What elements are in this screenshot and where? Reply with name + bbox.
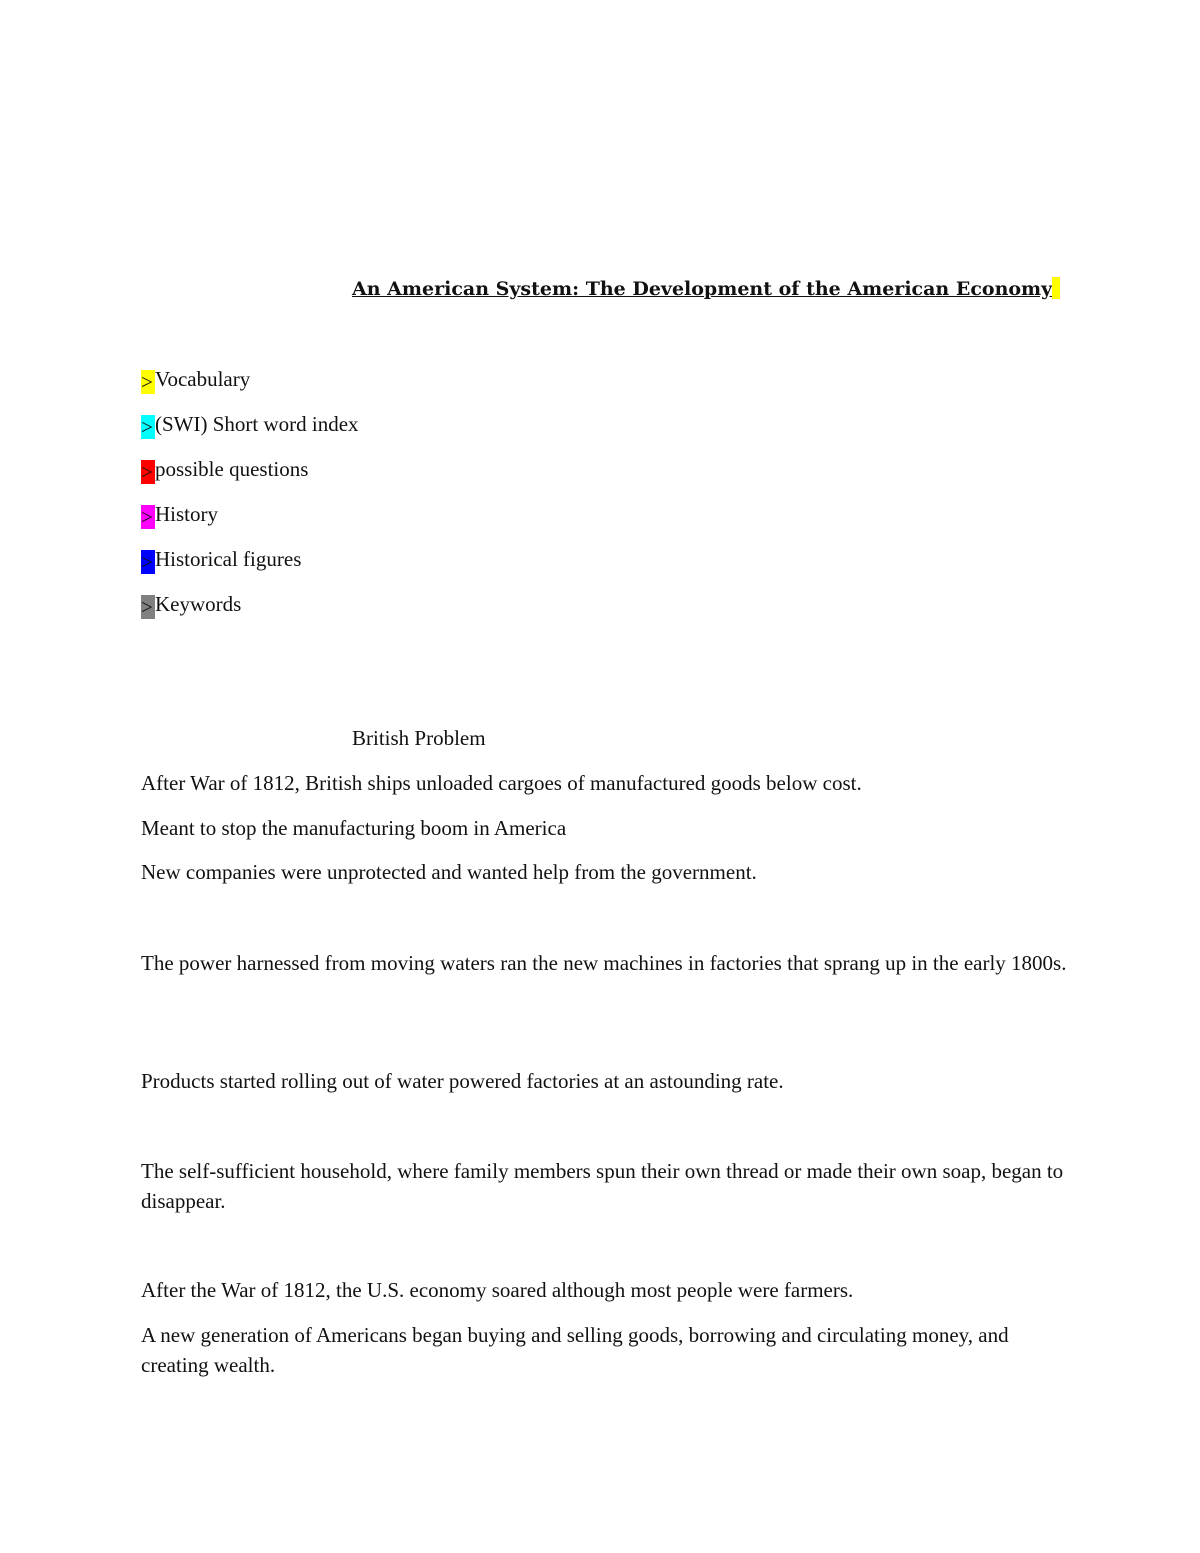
legend-label-keywords: Keywords (155, 592, 242, 616)
legend-item-keywords (141, 590, 359, 635)
paragraph: The self-sufficient household, where family members spun their own thread or made their own soap, began to disappear. (141, 1159, 1064, 1213)
highlight-legend (141, 365, 359, 635)
legend-label-possible-questions: possible questions (155, 457, 309, 481)
section-line: New companies were unprotected and wanted help from the government. (141, 860, 757, 884)
legend-marker-historical-figures: > (141, 550, 155, 574)
legend-label-historical-figures: Historical figures (155, 547, 302, 571)
paragraph: The power harnessed from moving waters ran the new machines in factories that sprang up in the early 1800s. (141, 951, 1067, 975)
legend-label-short-word-index: (SWI) Short word index (155, 412, 359, 436)
paragraph: Products started rolling out of water powered factories at an astounding rate. (141, 1069, 784, 1093)
legend-item-historical-figures (141, 545, 359, 590)
title-highlight-mark (1052, 277, 1060, 299)
paragraph: After the War of 1812, the U.S. economy soared although most people were farmers. (141, 1278, 854, 1302)
legend-marker-history: > (141, 505, 155, 529)
legend-item-possible-questions (141, 455, 359, 500)
section-heading: British Problem (352, 726, 486, 750)
section-line: After War of 1812, British ships unloaded cargoes of manufactured goods below cost. (141, 771, 862, 795)
section-line: Meant to stop the manufacturing boom in America (141, 816, 567, 840)
legend-marker-short-word-index: > (141, 415, 155, 439)
document-title-text: An American System: The Development of the American Economy (352, 278, 1053, 300)
legend-marker-vocabulary: > (141, 370, 155, 394)
legend-item-short-word-index (141, 410, 359, 455)
paragraph: A new generation of Americans began buying and selling goods, borrowing and circulating money, and creating wealth. (141, 1323, 1009, 1377)
document-title (352, 277, 1060, 300)
legend-marker-possible-questions: > (141, 460, 155, 484)
legend-label-vocabulary: Vocabulary (155, 367, 251, 391)
legend-marker-keywords: > (141, 595, 155, 619)
legend-item-vocabulary (141, 365, 359, 410)
legend-item-history (141, 500, 359, 545)
legend-label-history: History (155, 502, 218, 526)
